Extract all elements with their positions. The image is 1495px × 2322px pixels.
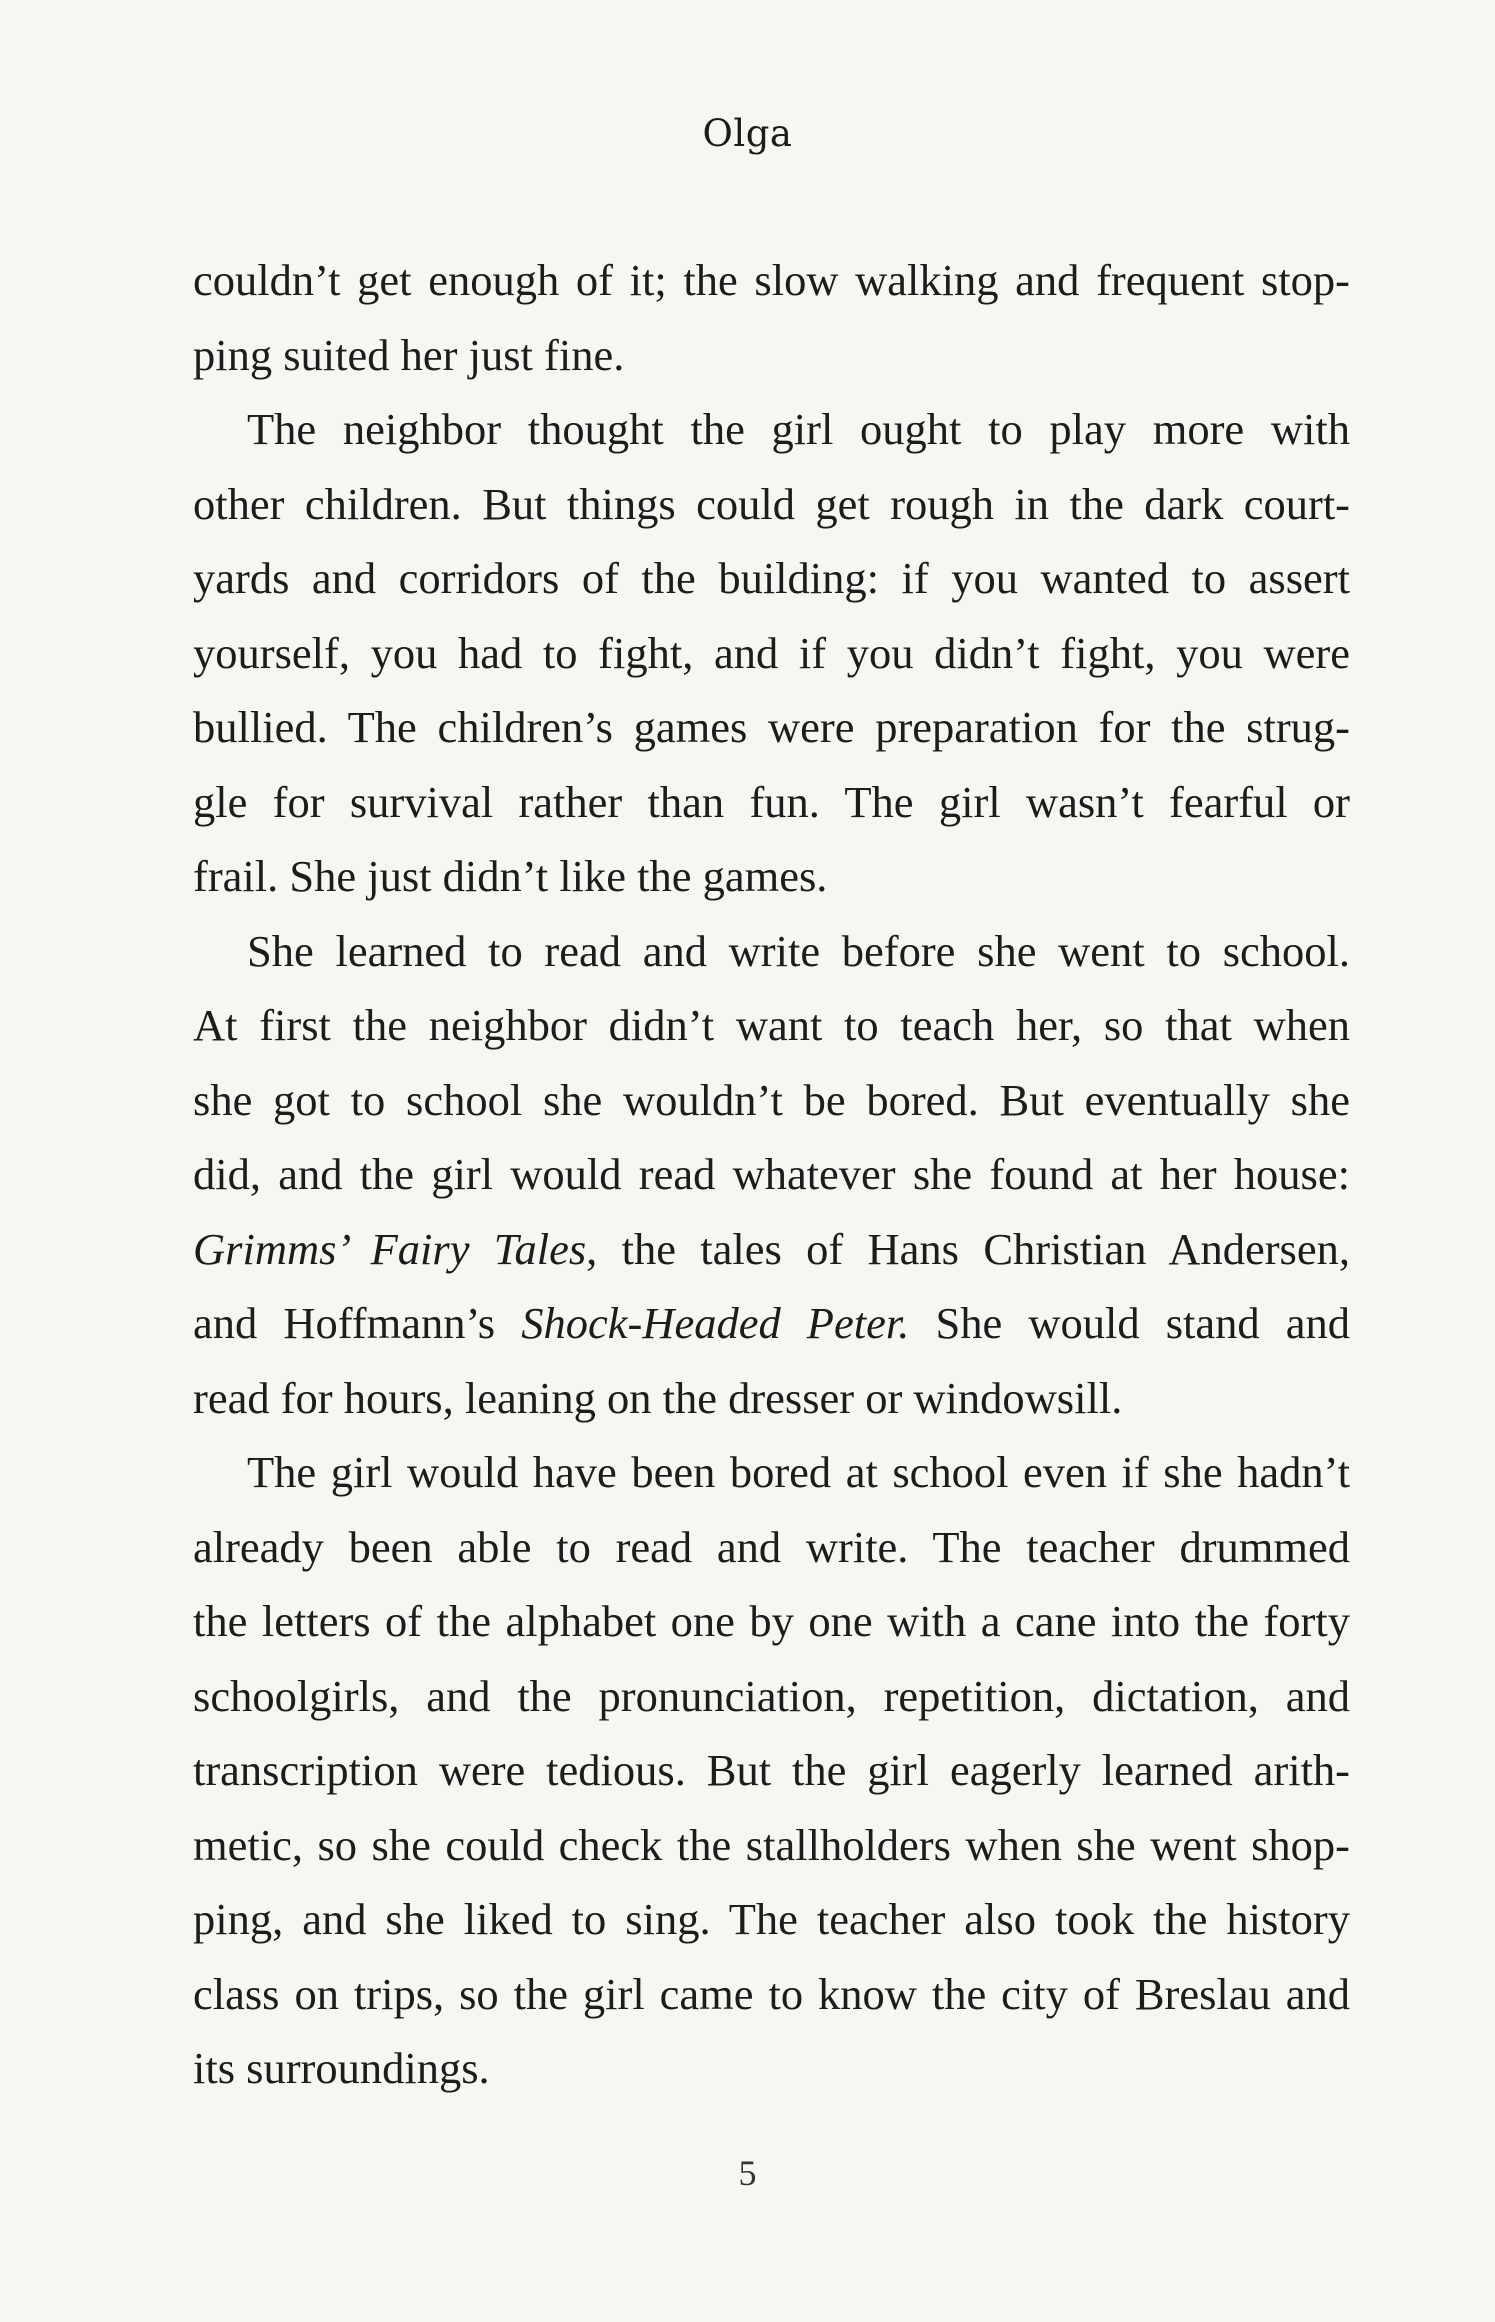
book-title: Shock-Headed Peter. xyxy=(521,1298,910,1348)
text-line-with-title xyxy=(193,1286,1350,1361)
text-line: already been able to read and write. The teacher drummed xyxy=(193,1521,1350,1572)
paragraph-3 xyxy=(193,914,1350,1436)
text-fragment: She would stand and xyxy=(909,1298,1350,1348)
text-line: its surroundings. xyxy=(193,2043,490,2093)
text-line: metic, so she could check the stallholders when she went shop- xyxy=(193,1819,1350,1870)
text-line: did, and the girl would read whatever she found at her house: xyxy=(193,1149,1350,1199)
body-text xyxy=(193,243,1350,2106)
text-line: transcription were tedious. But the girl eagerly learned arith- xyxy=(193,1745,1350,1795)
text-line: ping, and she liked to sing. The teacher also took the history xyxy=(193,1894,1350,1944)
text-line: She learned to read and write before she went to school. xyxy=(247,925,1350,976)
text-line: couldn’t get enough of it; the slow walking and frequent stop- xyxy=(193,255,1350,305)
running-head: Olga xyxy=(702,112,793,155)
text-line-with-title xyxy=(193,1212,1350,1287)
text-line: schoolgirls, and the pronunciation, repetition, dictation, and xyxy=(193,1670,1350,1721)
text-line: the letters of the alphabet one by one with a cane into the forty xyxy=(193,1596,1350,1646)
paragraph-4 xyxy=(193,1435,1350,2106)
text-line: frail. She just didn’t like the games. xyxy=(193,851,828,901)
paragraph-1 xyxy=(193,243,1350,392)
text-line: The neighbor thought the girl ought to play more with xyxy=(247,404,1350,454)
text-line: class on trips, so the girl came to know the city of Breslau and xyxy=(193,1968,1350,2019)
text-fragment: , the tales of Hans Christian Andersen, xyxy=(586,1223,1350,1274)
text-line: At first the neighbor didn’t want to teach her, so that when xyxy=(193,1000,1350,1050)
book-title: Grimms’ Fairy Tales xyxy=(193,1223,587,1274)
text-line: yourself, you had to fight, and if you didn’t fight, you were xyxy=(193,627,1350,678)
text-line: bullied. The children’s games were preparation for the strug- xyxy=(193,702,1350,752)
text-line: other children. But things could get rough in the dark court- xyxy=(193,478,1350,529)
text-line: she got to school she wouldn’t be bored. But eventually she xyxy=(193,1074,1350,1125)
text-line: ping suited her just fine. xyxy=(193,329,625,380)
text-line: gle for survival rather than fun. The girl wasn’t fearful or xyxy=(193,776,1350,827)
text-line: yards and corridors of the building: if you wanted to assert xyxy=(193,553,1350,603)
paragraph-2 xyxy=(193,392,1350,914)
page-number: 5 xyxy=(738,2153,757,2193)
text-fragment: and Hoffmann’s xyxy=(193,1298,522,1348)
text-line: The girl would have been bored at school even if she hadn’t xyxy=(247,1447,1350,1497)
text-line: read for hours, leaning on the dresser or windowsill. xyxy=(193,1372,1123,1423)
